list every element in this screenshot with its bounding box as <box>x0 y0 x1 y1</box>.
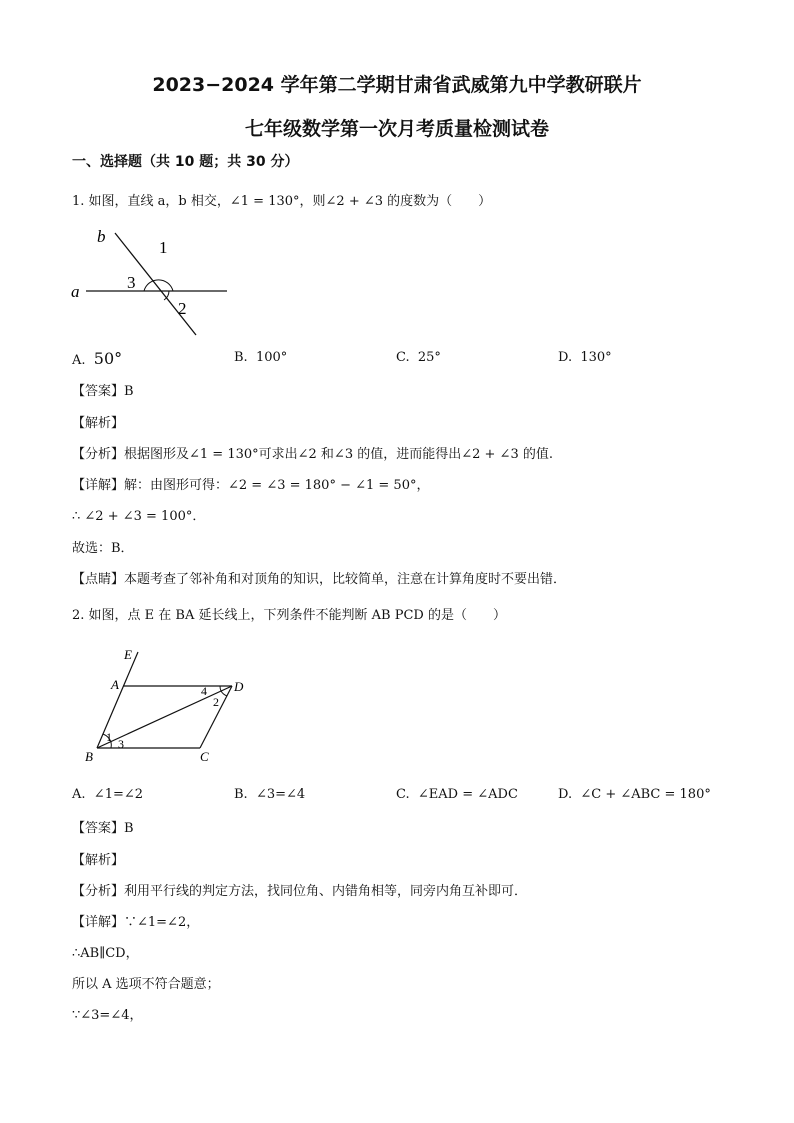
angle-arc-1 <box>144 280 173 291</box>
q2-option-b: B. ∠3=∠4 <box>234 787 306 802</box>
line-eb <box>97 652 138 748</box>
q1-choose: 故选：B． <box>72 541 134 556</box>
label-2: 2 <box>213 695 219 709</box>
q1-option-c: C. 25° <box>396 350 441 365</box>
q1-comment: 【点睛】本题考查了邻补角和对顶角的知识，比较简单，注意在计算角度时不要出错． <box>72 572 567 587</box>
label-a: A <box>111 677 119 692</box>
label-1: 1 <box>106 730 112 744</box>
q2-option-c: C. ∠EAD = ∠ADC <box>396 787 518 802</box>
q2-answer: 【答案】B <box>72 821 134 836</box>
q2-stem <box>72 604 506 623</box>
label-e: E <box>124 647 132 662</box>
q2-step-2: 所以 A 选项不符合题意； <box>72 977 220 992</box>
label-4: 4 <box>201 684 207 698</box>
q1-stem <box>72 190 491 209</box>
section-heading: 一、选择题（共 10 题；共 30 分） <box>72 154 299 170</box>
q2-analysis-head: 【解析】 <box>72 853 125 868</box>
label-3: 3 <box>118 737 124 751</box>
q2-option-a: A. ∠1=∠2 <box>72 787 144 802</box>
q1-figure <box>66 220 236 340</box>
label-c: C <box>200 749 209 764</box>
title-line-1: 2023−2024 学年第二学期甘肃省武威第九中学教研联片 <box>152 74 642 96</box>
q1-step: ∴ ∠2 + ∠3 = 100°． <box>72 509 206 524</box>
label-3: 3 <box>127 273 136 292</box>
q1-option-b: B. 100° <box>234 350 288 365</box>
q1-option-d: D. 130° <box>558 350 612 365</box>
label-b: b <box>97 227 106 246</box>
label-a: a <box>71 282 80 301</box>
arc-2 <box>221 691 227 696</box>
q1-answer: 【答案】B <box>72 384 134 399</box>
q2-detail: 【详解】∵∠1=∠2， <box>72 915 200 930</box>
q2-option-d: D. ∠C + ∠ABC = 180° <box>558 787 711 802</box>
arc-4 <box>220 686 221 691</box>
label-d: D <box>234 679 244 694</box>
q2-step-1: ∴AB∥CD， <box>72 946 139 961</box>
title-line-2: 七年级数学第一次月考质量检测试卷 <box>244 118 549 140</box>
q1-number: 1. <box>72 194 85 209</box>
q2-figure <box>80 640 260 770</box>
label-2: 2 <box>178 299 187 318</box>
q1-detail: 【详解】解：由图形可得：∠2 = ∠3 = 180° − ∠1 = 50°， <box>72 478 430 493</box>
q2-analysis: 【分析】利用平行线的判定方法，找同位角、内错角相等，同旁内角互补即可． <box>72 884 528 899</box>
label-1: 1 <box>159 238 168 257</box>
q1-option-a: A. 50° <box>72 349 123 368</box>
q1-analysis-head: 【解析】 <box>72 416 125 431</box>
label-b: B <box>85 749 93 764</box>
q1-stem-text: 如图，直线 a，b 相交，∠1 = 130°，则∠2 + ∠3 的度数为（ ） <box>88 194 492 209</box>
q2-stem-text: 如图，点 E 在 BA 延长线上，下列条件不能判断 AB PCD 的是（ ） <box>88 608 506 623</box>
q1-analysis: 【分析】根据图形及∠1 = 130°可求出∠2 和∠3 的值，进而能得出∠2 + ∠3 的值. <box>72 447 553 462</box>
q2-number: 2. <box>72 608 85 623</box>
q2-step-3: ∵∠3=∠4， <box>72 1008 143 1023</box>
